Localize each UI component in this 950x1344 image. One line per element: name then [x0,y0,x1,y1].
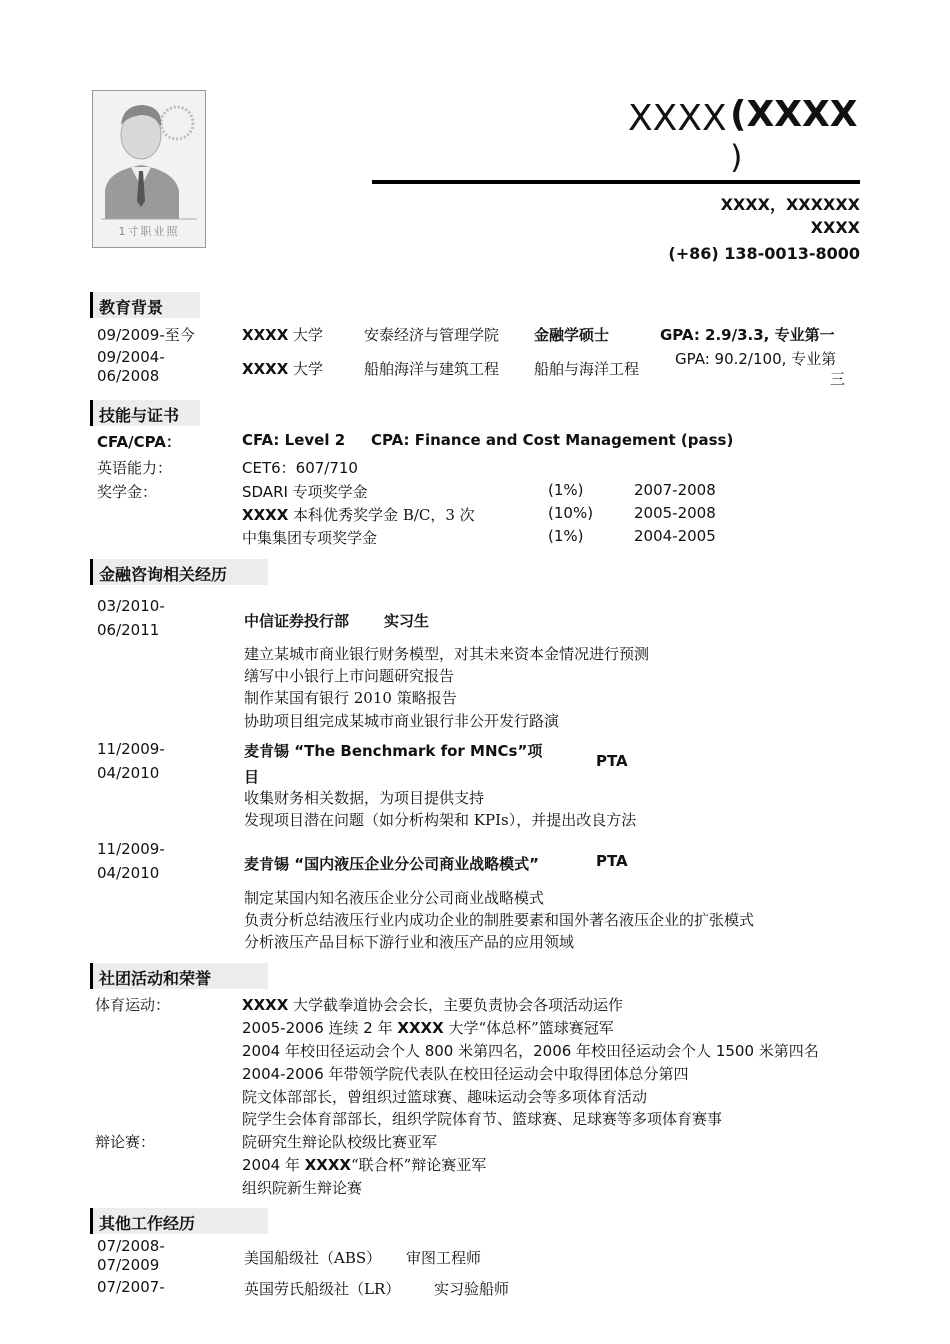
edu-school: XXXX 大学 [242,360,324,378]
section-header-activities: 社团活动和荣誉 [90,963,268,989]
scholarship-years: 2004-2005 [634,527,716,545]
exp-org-cont: 目 [244,768,260,786]
exp-bullet: 建立某城市商业银行财务模型，对其未来资本金情况进行预测 [244,645,650,663]
exp-org: 中信证券投行部 [244,612,350,630]
activity-item: 院研究生辩论队校级比赛亚军 [242,1133,438,1151]
edu-school: XXXX 大学 [242,326,324,344]
activity-item: 2004 年校田径运动会个人 800 米第四名，2006 年校田径运动会个人 1500 米第四名 [242,1042,819,1060]
header-line-1: XXXX，XXXXXX [720,195,860,214]
name-secondary: (XXXX [730,94,858,135]
exp-date: 11/2009- [97,840,165,858]
work-org: 美国船级社（ABS） [244,1249,382,1267]
phone-number: (+86) 138-0013-8000 [668,244,860,263]
work-date: 07/2007- [97,1278,165,1296]
exp-org: 麦肯锡 “国内液压企业分公司商业战略模式” [244,855,539,873]
exp-date: 03/2010- [97,597,165,615]
header-rule [372,180,860,184]
cert-cfa: CFA: Level 2 [242,431,346,449]
scholarship-name: XXXX 本科优秀奖学金 B/C，3 次 [242,506,475,524]
scholarship-pct: (10%) [548,504,594,522]
scholarship-name: SDARI 专项奖学金 [242,483,368,501]
scholarship-pct: (1%) [548,481,584,499]
scholarship-pct: (1%) [548,527,584,545]
work-org: 英国劳氏船级社（LR） [244,1280,401,1298]
header-line-2: XXXX [810,218,860,237]
activity-item: 2005-2006 连续 2 年 XXXX 大学“体总杯”篮球赛冠军 [242,1019,614,1037]
cert-label: CFA/CPA： [97,433,181,451]
activity-item: 院文体部部长，曾组织过篮球赛、趣味运动会等多项体育活动 [242,1088,648,1106]
english-value: CET6：607/710 [242,459,358,477]
edu-major: 金融学硕士 [534,326,610,344]
exp-bullet: 制作某国有银行 2010 策略报告 [244,689,457,707]
exp-date: 04/2010 [97,764,160,782]
activity-item: 院学生会体育部部长，组织学院体育节、篮球赛、足球赛等多项体育赛事 [242,1110,723,1128]
cert-cpa: CPA: Finance and Cost Management (pass) [371,431,734,449]
exp-role: PTA [596,752,628,770]
exp-bullet: 分析液压产品目标下游行业和液压产品的应用领域 [244,933,575,951]
english-label: 英语能力： [97,459,173,477]
scholarship-years: 2005-2008 [634,504,716,522]
exp-bullet: 缮写中小银行上市问题研究报告 [244,667,455,685]
profile-photo [92,90,206,248]
edu-gpa: GPA: 90.2/100, 专业第 [675,350,837,368]
edu-college: 安泰经济与管理学院 [364,326,500,344]
exp-bullet: 协助项目组完成某城市商业银行非公开发行路演 [244,712,560,730]
activity-item: 2004 年 XXXX“联合杯”辩论赛亚军 [242,1156,487,1174]
exp-org: 麦肯锡 “The Benchmark for MNCs”项 [244,742,543,760]
section-header-skills: 技能与证书 [90,400,200,426]
exp-bullet: 收集财务相关数据，为项目提供支持 [244,789,485,807]
scholarship-name: 中集集团专项奖学金 [242,529,378,547]
activity-item: XXXX 大学截拳道协会会长，主要负责协会各项活动运作 [242,996,624,1014]
exp-role: 实习生 [384,612,430,630]
activity-item: 组织院新生辩论赛 [242,1179,363,1197]
edu-college: 船舶海洋与建筑工程 [364,360,500,378]
work-date: 07/2008- [97,1237,165,1255]
edu-date: 06/2008 [97,367,160,385]
edu-date: 09/2004- [97,348,165,366]
name-secondary-close: ) [730,138,743,176]
section-header-other: 其他工作经历 [90,1208,268,1234]
exp-role: PTA [596,852,628,870]
edu-date: 09/2009-至今 [97,326,195,344]
exp-bullet: 制定某国内知名液压企业分公司商业战略模式 [244,889,545,907]
exp-date: 11/2009- [97,740,165,758]
sports-label: 体育运动： [95,996,171,1014]
work-role: 审图工程师 [406,1249,482,1267]
work-role: 实习验船师 [434,1280,510,1298]
work-date: 07/2009 [97,1256,160,1274]
exp-date: 04/2010 [97,864,160,882]
scholarship-label: 奖学金： [97,483,158,501]
activity-item: 2004-2006 年带领学院代表队在校田径运动会中取得团体总分第四 [242,1065,689,1083]
debate-label: 辩论赛： [95,1133,156,1151]
exp-date: 06/2011 [97,621,160,639]
edu-gpa: GPA: 2.9/3.3, 专业第一 [660,326,835,344]
exp-bullet: 负责分析总结液压行业内成功企业的制胜要素和国外著名液压企业的扩张模式 [244,911,755,929]
section-header-education: 教育背景 [90,292,200,318]
scholarship-years: 2007-2008 [634,481,716,499]
edu-gpa-cont: 三 [830,370,846,388]
edu-major: 船舶与海洋工程 [534,360,640,378]
section-header-finance: 金融咨询相关经历 [90,559,268,585]
exp-bullet: 发现项目潜在问题（如分析构架和 KPIs），并提出改良方法 [244,811,637,829]
name-primary: XXXX [628,98,727,139]
photo-caption: 1寸职业照 [118,225,180,238]
